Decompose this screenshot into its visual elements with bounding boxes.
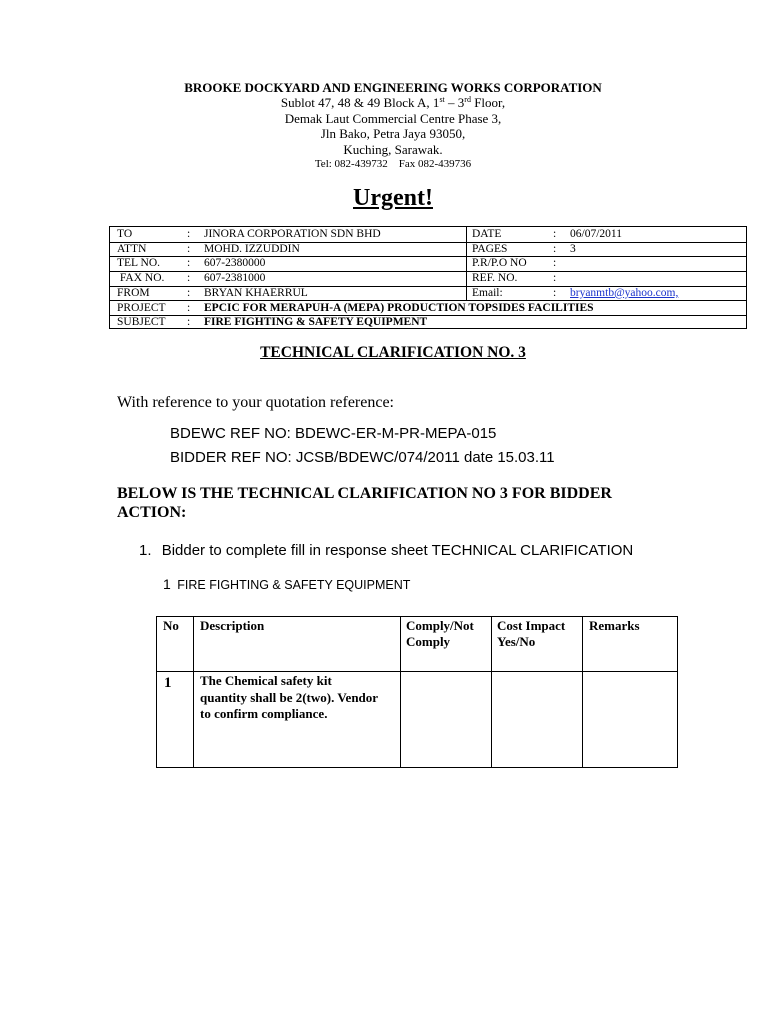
info-row-attn: ATTN : MOHD. IZZUDDIN PAGES : 3 <box>110 242 746 258</box>
address-line-4: Kuching, Sarawak. <box>343 141 443 157</box>
info-row-to: TO : JINORA CORPORATION SDN BHD DATE : 06/07/2011 <box>110 227 746 243</box>
bdewc-ref: BDEWC REF NO: BDEWC-ER-M-PR-MEPA-015 <box>170 425 497 442</box>
address-line-1: Sublot 47, 48 & 49 Block A, 1st – 3rd Floor, <box>280 95 506 111</box>
bidder-ref: BIDDER REF NO: JCSB/BDEWC/074/2011 date 15.03.11 <box>170 449 555 466</box>
info-row-project: PROJECT : EPCIC FOR MERAPUH-A (MEPA) PRODUCTION TOPSIDES FACILITIES <box>110 301 746 317</box>
list-item-number: 1. <box>139 542 152 559</box>
header-comply: Comply/Not Comply <box>406 618 474 649</box>
info-row-from: FROM : BRYAN KHAERRUL Email: : bryanmtb@yahoo.com, <box>110 286 746 302</box>
contact-line: Tel: 082-439732 Fax 082-439736 <box>314 158 472 171</box>
header-remarks: Remarks <box>589 618 640 633</box>
row-1-description: The Chemical safety kit quantity shall be 2(two). Vendor to confirm compliance. <box>200 673 378 722</box>
row-1-no: 1 <box>164 675 172 691</box>
list-item-1 <box>139 542 633 559</box>
urgent-heading: Urgent! <box>353 185 433 211</box>
letterhead <box>0 80 768 171</box>
header-description: Description <box>200 618 265 633</box>
header-cost-impact: Cost Impact Yes/No <box>497 618 566 649</box>
header-no: No <box>163 618 179 633</box>
info-table <box>109 226 747 329</box>
section-heading: 1 FIRE FIGHTING & SAFETY EQUIPMENT <box>163 576 411 592</box>
email-link[interactable]: bryanmtb@yahoo.com, <box>570 286 679 299</box>
info-row-fax: FAX NO. : 607-2381000 REF. NO. : <box>110 271 746 287</box>
address-line-3: Jln Bako, Petra Jaya 93050, <box>320 126 466 142</box>
list-item-text: Bidder to complete fill in response sheet TECHNICAL CLARIFICATION <box>161 542 634 559</box>
info-row-tel: TEL NO. : 607-2380000 P.R/P.O NO : <box>110 256 746 272</box>
below-heading: BELOW IS THE TECHNICAL CLARIFICATION NO 3 FOR BIDDER ACTION: <box>117 485 612 521</box>
info-row-subject: SUBJECT : FIRE FIGHTING & SAFETY EQUIPMENT <box>117 316 428 329</box>
address-line-2: Demak Laut Commercial Centre Phase 3, <box>284 110 502 126</box>
reference-intro: With reference to your quotation reference: <box>117 394 394 411</box>
technical-clarification-title: TECHNICAL CLARIFICATION NO. 3 <box>260 344 526 361</box>
company-name: BROOKE DOCKYARD AND ENGINEERING WORKS CORPORATION <box>184 80 602 95</box>
clarification-table <box>156 616 678 768</box>
